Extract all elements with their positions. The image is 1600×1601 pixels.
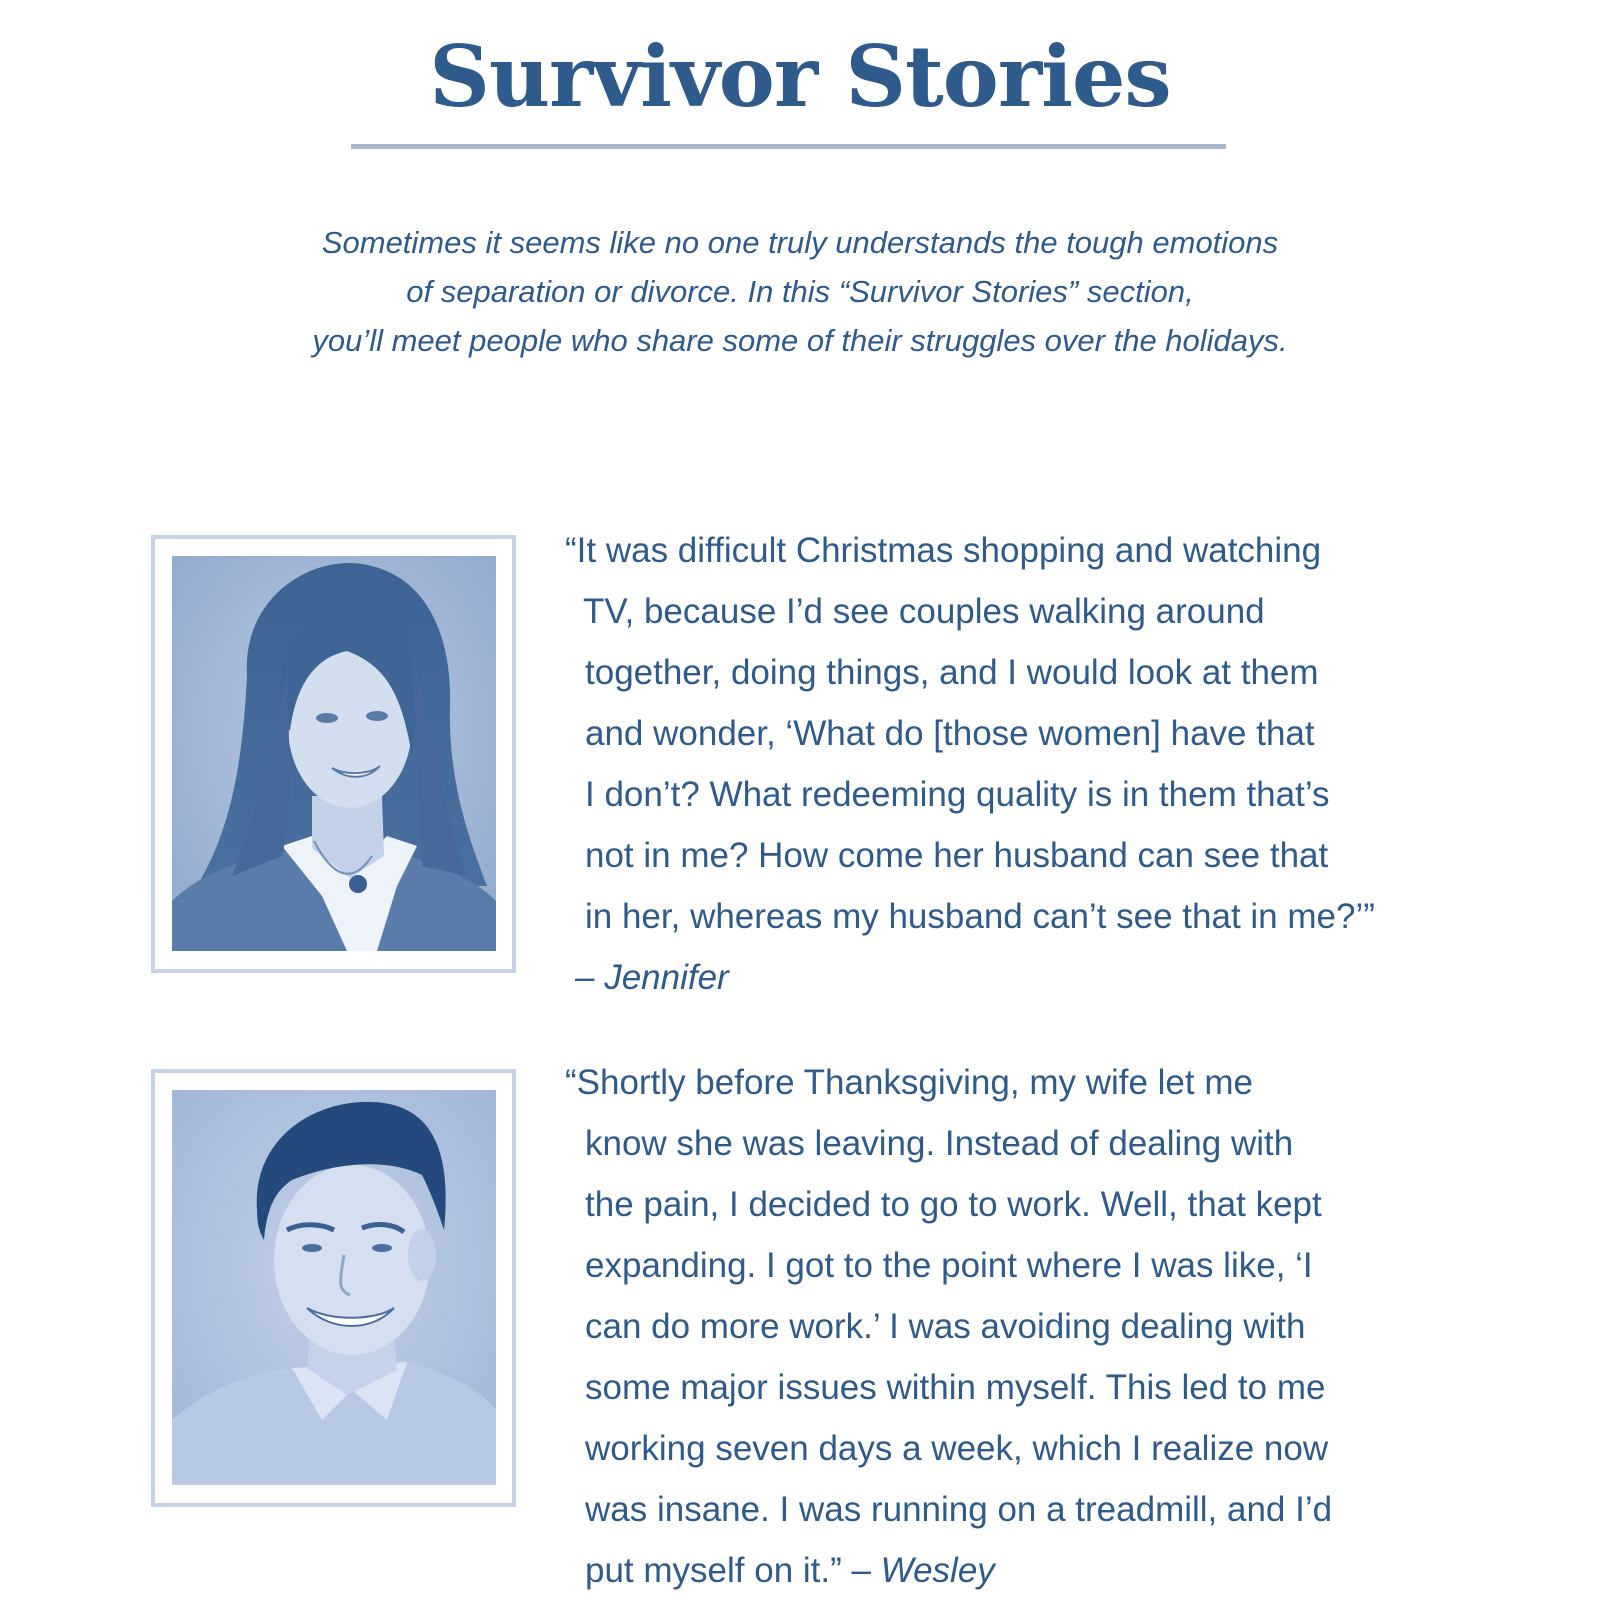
quote-line: TV, because I’d see couples walking around	[583, 592, 1265, 631]
quote-line: some major issues within myself. This led to me	[585, 1368, 1326, 1407]
intro-line: Sometimes it seems like no one truly understands the tough emotions	[321, 225, 1279, 260]
quote-line: expanding. I got to the point where I was like, ‘I	[585, 1246, 1313, 1285]
quote-line: working seven days a week, which I realize now	[585, 1429, 1329, 1468]
quote-line: together, doing things, and I would look at them	[585, 653, 1319, 692]
quote-line: and wonder, ‘What do [those women] have that	[585, 714, 1315, 753]
portrait-jennifer	[172, 556, 496, 951]
quote-jennifer	[565, 520, 1375, 1008]
quote-line: put myself on it.”	[585, 1551, 852, 1590]
portrait-wesley	[172, 1090, 496, 1485]
quote-line: not in me? How come her husband can see that	[585, 836, 1329, 875]
intro-line: of separation or divorce. In this “Survivor Stories” section,	[406, 274, 1194, 309]
quote-line: I don’t? What redeeming quality is in them that’s	[585, 775, 1330, 814]
quote-last-line	[565, 1540, 1332, 1601]
quote-wesley	[565, 1052, 1332, 1601]
quote-line: in her, whereas my husband can’t see that in me?’”	[585, 897, 1375, 936]
quote-author-jennifer: – Jennifer	[575, 958, 729, 997]
quote-author-wesley: – Wesley	[851, 1551, 995, 1590]
intro-text	[0, 218, 1600, 365]
quote-line: the pain, I decided to go to work. Well, that kept	[585, 1185, 1322, 1224]
intro-line: you’ll meet people who share some of their struggles over the holidays.	[312, 323, 1288, 358]
quote-line: “It was difficult Christmas shopping and watching	[565, 531, 1322, 570]
quote-line: can do more work.’ I was avoiding dealing with	[585, 1307, 1306, 1346]
quote-line: know she was leaving. Instead of dealing with	[585, 1124, 1294, 1163]
quote-line: “Shortly before Thanksgiving, my wife let me	[565, 1063, 1253, 1102]
page-title: Survivor Stories	[429, 27, 1171, 126]
quote-line: was insane. I was running on a treadmill, and I’d	[585, 1490, 1333, 1529]
title-divider	[351, 144, 1226, 149]
